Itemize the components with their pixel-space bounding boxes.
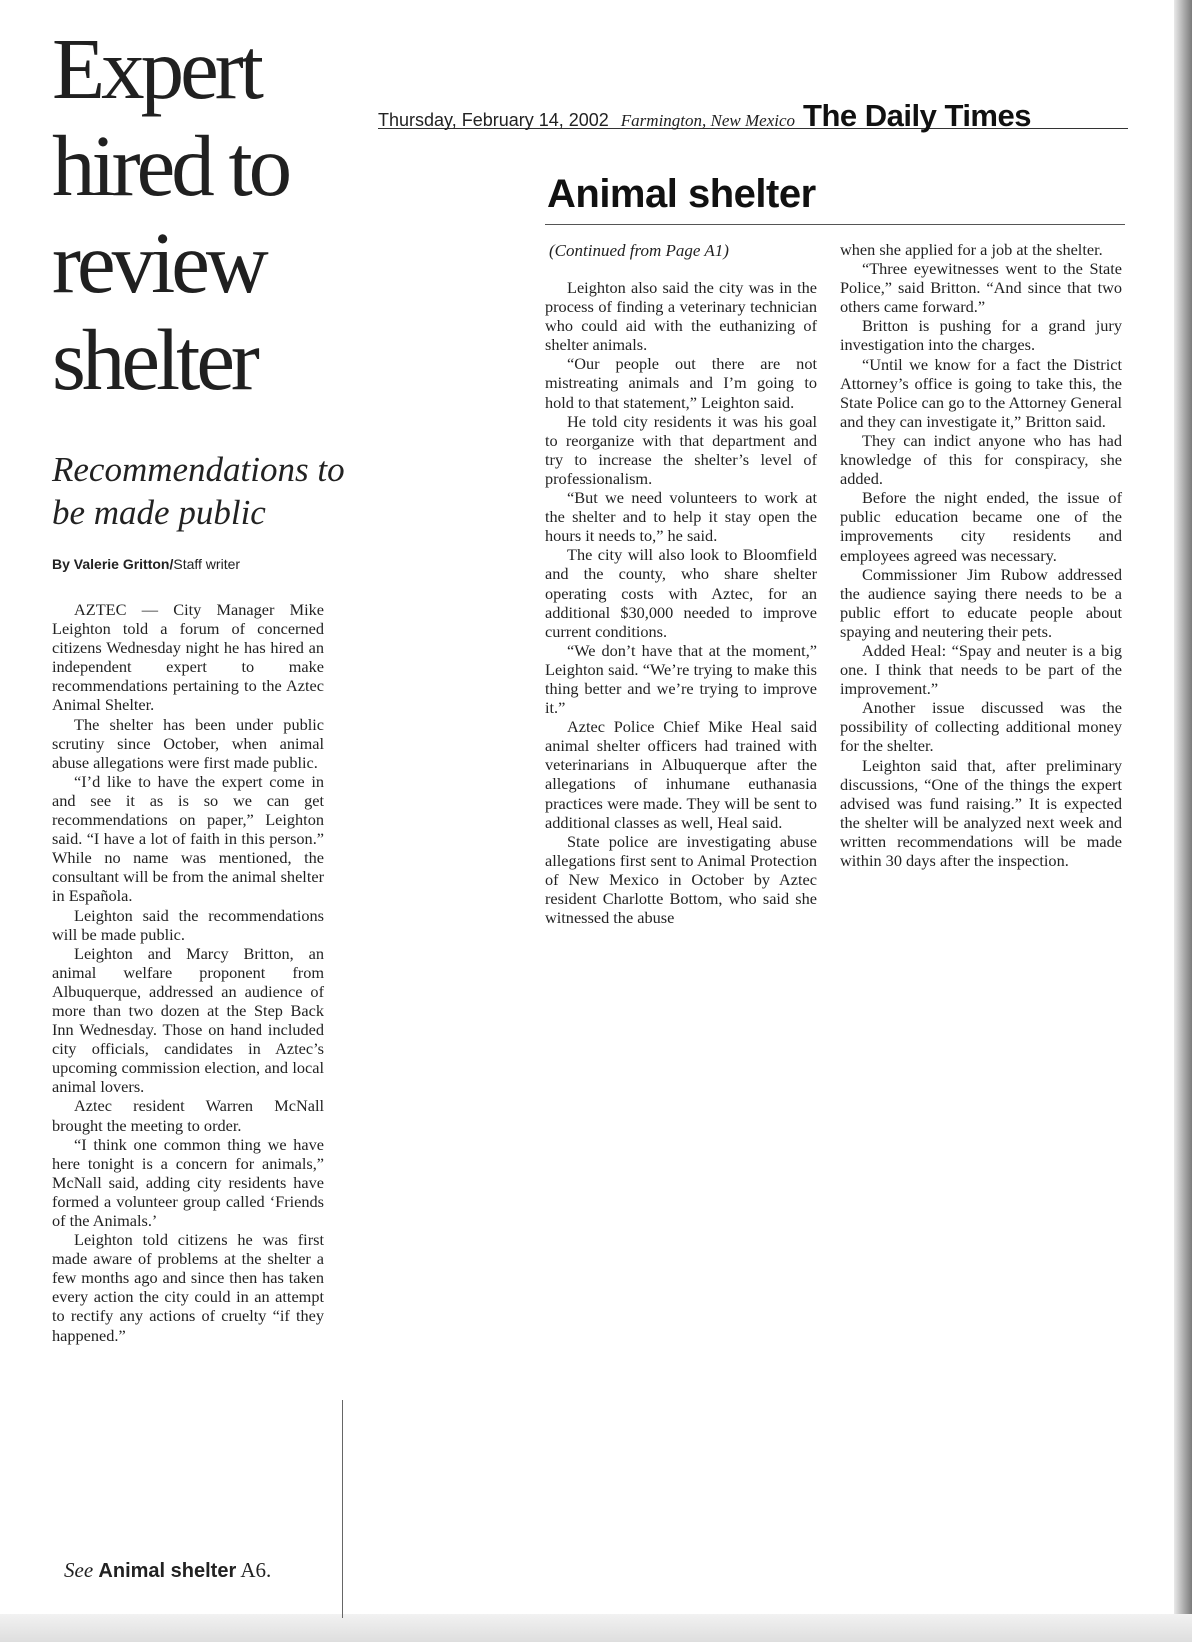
byline bbox=[52, 556, 240, 572]
byline-role: Staff writer bbox=[173, 556, 241, 572]
paragraph: “Three eyewitnesses went to the State Police,” said Britton. “And since that two others came forward.” bbox=[840, 259, 1122, 317]
paragraph: “I’d like to have the expert come in and see it as is so we can get recommendations on paper,” Leighton said. “I have a lot of faith in this person.” While no name was mentioned, the consultant will be from the animal shelter in Española. bbox=[52, 771, 324, 906]
paragraph: State police are investigating abuse allegations first sent to Animal Protection of New Mexico in October by Aztec resident Charlotte Bottom, who said she witnessed the abuse bbox=[545, 831, 817, 928]
paragraph: The shelter has been under public scrutiny since October, when animal abuse allegations were first made public. bbox=[52, 714, 324, 772]
paragraph: Leighton and Marcy Britton, an animal welfare proponent from Albuquerque, addressed an audience of more than two dozen at the Step Back Inn Wednesday. Those on hand included city officials, candidates in Aztec’s upcoming commission election, and local animal lovers. bbox=[52, 943, 324, 1097]
paragraph: Added Heal: “Spay and neuter is a big one. I think that needs to be part of the improvement.” bbox=[840, 640, 1122, 699]
paragraph: “I think one common thing we have here tonight is a concern for animals,” McNall said, adding city residents have formed a volunteer group called ‘Friends of the Animals.’ bbox=[52, 1134, 324, 1230]
paragraph: Leighton also said the city was in the process of finding a veterinary technician who could aid with the euthanizing of shelter animals. bbox=[545, 278, 817, 355]
byline-name: By Valerie Gritton/ bbox=[52, 556, 174, 572]
paragraph: “We don’t have that at the moment,” Leighton said. “We’re trying to make this thing better and we’re trying to improve it.” bbox=[545, 640, 817, 718]
continued-line: (Continued from Page A1) bbox=[549, 241, 729, 260]
paragraph: Leighton said that, after preliminary discussions, “One of the things the expert advised was fund raising.” It is expected the shelter will be analyzed next week and written recommendations will be made within 30 days after the inspection. bbox=[840, 755, 1122, 870]
paragraph: AZTEC — City Manager Mike Leighton told a forum of concerned citizens Wednesday night he has hired an independent expert to make recommendations pertaining to the Aztec Animal Shelter. bbox=[52, 600, 324, 715]
dateline-date: Thursday, February 14, 2002 bbox=[378, 110, 609, 130]
paragraph: Britton is pushing for a grand jury investigation into the charges. bbox=[840, 316, 1122, 355]
paragraph: Aztec Police Chief Mike Heal said animal shelter officers had trained with veterinarians in Albuquerque after the allegations of inhumane euthanasia practices were made. They will be sent to additional classes as well, Heal said. bbox=[545, 717, 817, 832]
section-rule bbox=[545, 224, 1125, 225]
paragraph: He told city residents it was his goal to reorganize with that department and try to increase the shelter’s level of professionalism. bbox=[545, 411, 817, 488]
paragraph: They can indict anyone who has had knowledge of this for conspiracy, she added. bbox=[840, 430, 1122, 489]
dateline bbox=[378, 98, 1128, 133]
article-column-1 bbox=[52, 600, 324, 1345]
section-title: Animal shelter bbox=[547, 172, 816, 216]
dateline-place: Farmington, New Mexico bbox=[620, 111, 796, 130]
paragraph: Commissioner Jim Rubow addressed the audience saying there needs to be a public effort to educate people about spaying and neutering their pets. bbox=[840, 564, 1122, 641]
paragraph: Before the night ended, the issue of public education became one of the improvements city residents and employees agreed was necessary. bbox=[840, 488, 1122, 565]
paragraph: “Our people out there are not mistreating animals and I’m going to hold to that statement,” Leighton said. bbox=[545, 354, 817, 412]
article-column-2 bbox=[545, 278, 817, 927]
jump-see: See bbox=[64, 1558, 94, 1582]
paragraph: Leighton told citizens he was first made aware of problems at the shelter a few months ago and since then has taken every action the city could in an attempt to rectify any actions of cruelty “if they happened.” bbox=[52, 1230, 324, 1345]
scan-edge-shadow bbox=[1174, 0, 1192, 1642]
headline: Expert hired to review shelter bbox=[52, 20, 289, 408]
paragraph: The city will also look to Bloomfield and the county, who share shelter operating costs with Aztec, for an additional $30,000 needed to improve current conditions. bbox=[545, 545, 817, 641]
jump-line bbox=[64, 1558, 271, 1583]
newspaper-name: The Daily Times bbox=[803, 98, 1031, 133]
paragraph: Aztec resident Warren McNall brought the meeting to order. bbox=[52, 1096, 324, 1135]
paragraph: Leighton said the recommendations will be made public. bbox=[52, 905, 324, 944]
jump-page: A6. bbox=[240, 1558, 272, 1582]
paragraph-continued: when she applied for a job at the shelter. bbox=[840, 240, 1103, 259]
deck: Recommendations to be made public bbox=[52, 450, 345, 532]
article-column-3 bbox=[840, 240, 1122, 870]
scan-bottom-shadow bbox=[0, 1614, 1192, 1642]
column-divider bbox=[342, 1400, 343, 1618]
jump-slug: Animal shelter bbox=[98, 1560, 237, 1582]
paragraph: “But we need volunteers to work at the shelter and to help it stay open the hours it needs to,” he said. bbox=[545, 488, 817, 546]
paragraph: “Until we know for a fact the District Attorney’s office is going to take this, the State Police can go to the Attorney General and they can investigate it,” Britton said. bbox=[840, 354, 1122, 431]
paragraph: Another issue discussed was the possibility of collecting additional money for the shelter. bbox=[840, 698, 1122, 756]
